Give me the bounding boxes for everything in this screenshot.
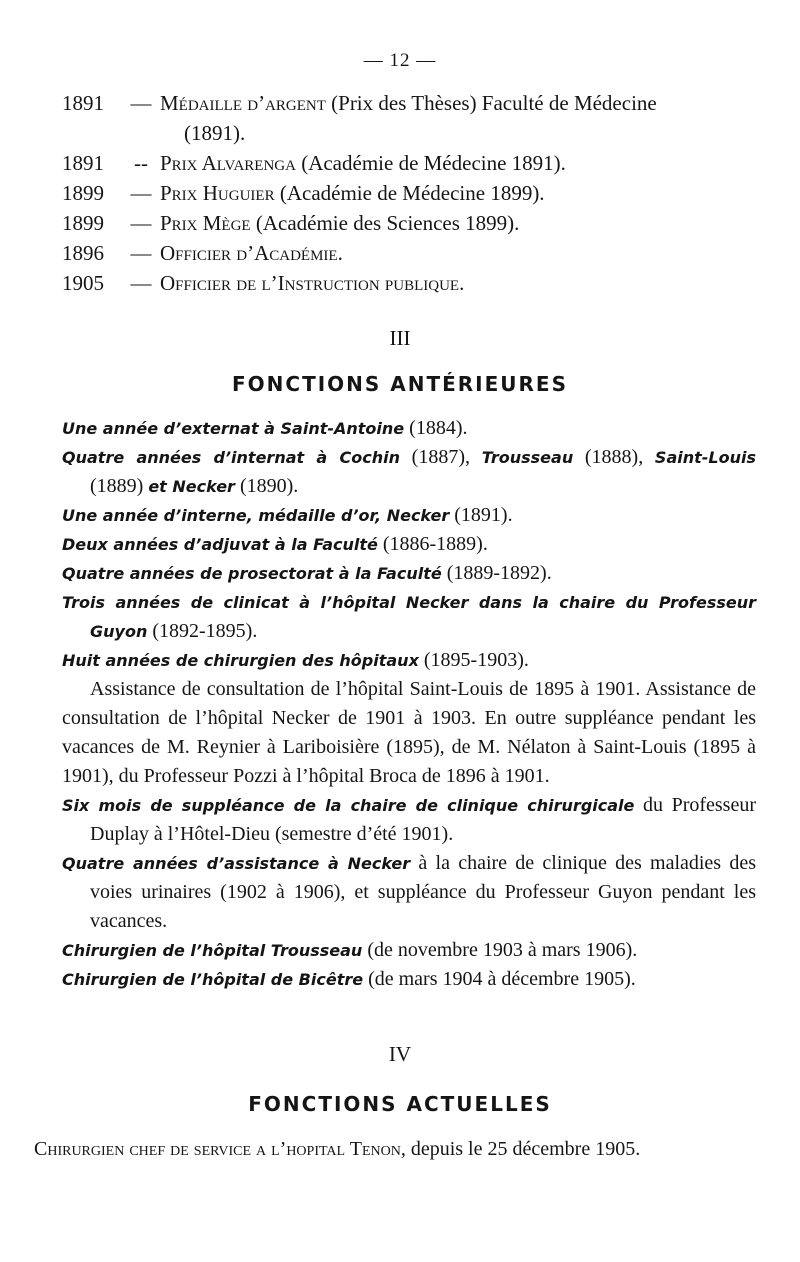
award-title: Prix Huguier: [160, 181, 275, 205]
section-title: FONCTIONS ACTUELLES: [248, 1092, 552, 1116]
section-anterieures: [62, 414, 756, 994]
function-entry: Chirurgien de l’hôpital de Bicêtre (de mars 1904 à décembre 1905).: [62, 968, 636, 990]
award-detail: (Prix des Thèses) Faculté de Médecine: [325, 91, 657, 115]
award-title: Médaille d’argent: [160, 91, 326, 115]
award-text: [160, 208, 762, 238]
award-dash: —: [130, 241, 152, 265]
award-title: Officier d’Académie.: [160, 241, 343, 265]
award-year: 1896: [62, 241, 104, 265]
award-text: [160, 148, 762, 178]
function-entry: Huit années de chirurgien des hôpitaux (1895-1903).: [62, 649, 529, 671]
award-dash: —: [130, 181, 152, 205]
function-paragraph: Assistance de consultation de l’hôpital Saint-Louis de 1895 à 1901. Assistance de consultation de l’hôpital Necker de 1901 à 1903. En outre suppléance pendant les vacances de M. Reynier à Lariboisière (1895), de M. Nélaton à Saint-Louis (1895 à 1901), du Professeur Pozzi à l’hôpital Broca de 1896 à 1901.: [62, 678, 756, 787]
page-number: — 12 —: [363, 50, 437, 71]
award-title: Prix Alvarenga: [160, 151, 296, 175]
function-entry: Six mois de suppléance de la chaire de clinique chirurgicale du Professeur Duplay à l’Hôtel-Dieu (semestre d’été 1901).: [62, 794, 756, 845]
award-year: 1891: [62, 91, 104, 115]
function-entry: Deux années d’adjuvat à la Faculté (1886-1889).: [62, 533, 488, 555]
section-actuelles: [34, 1134, 756, 1164]
award-row: [62, 148, 762, 178]
award-title: Prix Mège: [160, 211, 251, 235]
function-entry: Quatre années de prosectorat à la Faculté (1889-1892).: [62, 562, 552, 584]
function-entry: Chirurgien de l’hôpital Trousseau (de novembre 1903 à mars 1906).: [62, 939, 638, 961]
award-title: Officier de l’Instruction publique.: [160, 271, 465, 295]
award-row: [62, 268, 762, 298]
awards-list: [62, 88, 762, 298]
award-dash: --: [134, 151, 148, 175]
award-detail: (Académie des Sciences 1899).: [250, 211, 520, 235]
award-text: [160, 238, 762, 268]
function-entry: Une année d’interne, médaille d’or, Necker (1891).: [62, 504, 513, 526]
section-numeral: IV: [388, 1042, 412, 1066]
section-numeral: III: [389, 326, 411, 350]
current-function: Chirurgien chef de service a l’hopital Tenon, depuis le 25 décembre 1905.: [34, 1138, 641, 1160]
section-title: FONCTIONS ANTÉRIEURES: [231, 372, 568, 396]
award-row: [62, 238, 762, 268]
award-row: [62, 208, 762, 238]
award-row-continuation: [62, 118, 762, 148]
award-cont: (1891).: [184, 121, 246, 145]
award-row: [62, 88, 762, 118]
function-entry: Trois années de clinicat à l’hôpital Necker dans la chaire du Professeur Guyon (1892-1895).: [62, 593, 756, 642]
award-year: 1891: [62, 151, 104, 175]
award-row: [62, 178, 762, 208]
award-dash: —: [130, 271, 152, 295]
award-dash: —: [130, 91, 152, 115]
function-entry: Quatre années d’assistance à Necker à la chaire de clinique des maladies des voies urinaires (1902 à 1906), et suppléance du Professeur Guyon pendant les vacances.: [62, 852, 756, 932]
award-dash: —: [130, 211, 152, 235]
function-entry: Quatre années d’internat à Cochin (1887), Trousseau (1888), Saint-Louis (1889) et Necker (1890).: [62, 446, 756, 497]
award-detail: (Académie de Médecine 1899).: [274, 181, 545, 205]
award-year: 1899: [62, 211, 104, 235]
award-detail: (Académie de Médecine 1891).: [295, 151, 566, 175]
award-text: [160, 178, 762, 208]
award-text: [160, 268, 762, 298]
function-entry: Une année d’externat à Saint-Antoine (1884).: [62, 417, 468, 439]
award-year: 1905: [62, 271, 104, 295]
award-year: 1899: [62, 181, 104, 205]
award-text: [160, 88, 762, 118]
